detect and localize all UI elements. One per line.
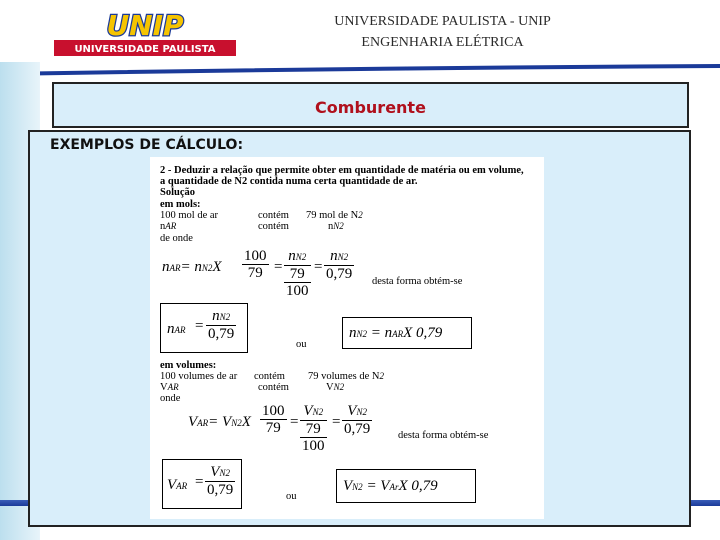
- header-divider: [0, 62, 720, 76]
- eq1-equals-2: =: [314, 259, 323, 275]
- box3-fraction: VN2 0,79: [207, 464, 234, 498]
- or-label-2: ou: [286, 491, 297, 502]
- doc-row4-a: VAR: [160, 382, 179, 393]
- doc-row2-a: nAR: [160, 221, 177, 232]
- box1-lhs: nAR: [167, 321, 186, 337]
- svg-text:UNIP: UNIP: [106, 10, 184, 42]
- eq1-desta-forma: desta forma obtém-se: [372, 276, 463, 287]
- box3-equals: =: [195, 474, 204, 490]
- doc-row1-a: 100 mol de ar: [160, 210, 219, 221]
- eq2-fraction-100-79: 100 79: [262, 403, 285, 436]
- result-box-volumes-1: [162, 459, 242, 509]
- eq1-lhs: nAR= nN2X: [162, 259, 222, 275]
- doc-onde: onde: [160, 393, 181, 404]
- header-course: ENGENHARIA ELÉTRICA: [361, 35, 524, 50]
- box1-fraction: nN2 0,79: [208, 308, 235, 342]
- unip-logo: [50, 10, 240, 58]
- svg-text:UNIVERSIDADE PAULISTA: UNIVERSIDADE PAULISTA: [74, 44, 216, 55]
- section-label: EXEMPLOS DE CÁLCULO:: [50, 137, 244, 153]
- eq1-fraction-100-79: 100 79: [244, 248, 267, 281]
- header-university: UNIVERSIDADE PAULISTA - UNIP: [334, 14, 551, 29]
- or-label-1: ou: [296, 339, 307, 350]
- doc-row4-b: contém: [258, 382, 289, 393]
- result-box-moles-2: [342, 317, 472, 349]
- eq2-fraction-nested: VN2 79 100: [302, 403, 325, 454]
- eq2-equals-2: =: [332, 414, 341, 430]
- doc-heading-line1: 2 - Deduzir a relação que permite obter em quantidade de matéria ou em volume,: [160, 165, 524, 176]
- eq2-desta-forma: desta forma obtém-se: [398, 430, 489, 441]
- calculation-document: [150, 157, 544, 519]
- doc-row3-a: 100 volumes de ar: [160, 371, 238, 382]
- doc-de-onde: de onde: [160, 233, 193, 244]
- box1-equals: =: [195, 318, 204, 334]
- result-box-moles-1: [160, 303, 248, 353]
- box3-lhs: VAR: [167, 477, 188, 493]
- doc-row3-c: 79 volumes de N2: [308, 371, 384, 382]
- doc-row1-c: 79 mol de N2: [306, 210, 363, 221]
- doc-moles-label: em mols:: [160, 199, 201, 210]
- eq1-equals: =: [274, 259, 283, 275]
- doc-row1-b: contém: [258, 210, 289, 221]
- eq2-fraction-079: VN2 0,79: [344, 403, 371, 437]
- doc-row4-c: VN2: [326, 382, 345, 393]
- doc-row3-b: contém: [254, 371, 285, 382]
- eq1-fraction-079: nN2 0,79: [326, 248, 353, 282]
- title-panel: [52, 82, 689, 128]
- box4-expression: VN2 = VArX 0,79: [343, 478, 438, 494]
- slide-title: Comburente: [315, 98, 426, 117]
- doc-solution-label: Solução: [160, 187, 196, 198]
- doc-heading-line2: a quantidade de N2 contida numa certa quantidade de ar.: [160, 176, 418, 187]
- eq1-fraction-nested: nN2 79 100: [286, 248, 309, 299]
- doc-row2-c: nN2: [328, 221, 344, 232]
- result-box-volumes-2: [336, 469, 476, 503]
- eq2-lhs: VAR= VN2X: [188, 414, 251, 430]
- box2-expression: nN2 = nARX 0,79: [349, 325, 443, 341]
- doc-volumes-label: em volumes:: [160, 360, 217, 371]
- doc-row2-b: contém: [258, 221, 289, 232]
- eq2-equals: =: [290, 414, 299, 430]
